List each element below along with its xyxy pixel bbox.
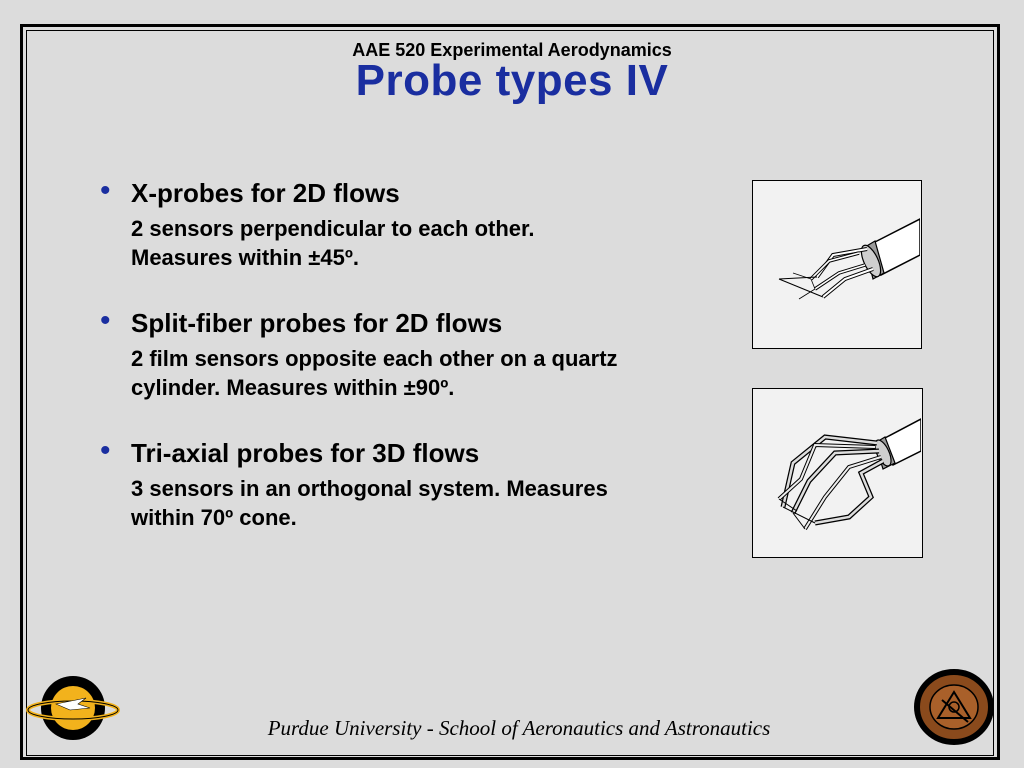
bullet-item: [100, 176, 534, 272]
bullet-dot-icon: •: [100, 304, 111, 337]
bullet-heading: Split-fiber probes for 2D flows: [131, 308, 503, 338]
bullet-detail-line: within 70º cone.: [131, 505, 297, 530]
bullet-detail-line: 3 sensors in an orthogonal system. Measures: [131, 476, 608, 501]
purdue-seal-icon: [912, 668, 996, 746]
slide-title: Probe types IV: [355, 56, 669, 105]
triaxial-probe-icon: [753, 389, 921, 556]
purdue-seal: [912, 668, 996, 746]
course-title: AAE 520 Experimental Aerodynamics: [352, 40, 672, 60]
bullet-dot-icon: •: [100, 434, 111, 467]
bullet-heading: X-probes for 2D flows: [131, 178, 400, 208]
bullet-detail-line: cylinder. Measures within ±90º.: [131, 375, 455, 400]
bullet-item: [100, 306, 618, 402]
bullet-dot-icon: •: [100, 174, 111, 207]
x-probe-image: [752, 180, 922, 349]
bullet-heading: Tri-axial probes for 3D flows: [131, 438, 480, 468]
bullet-item: [100, 436, 608, 532]
x-probe-icon: [753, 181, 920, 347]
bullet-detail: [131, 214, 534, 272]
footer-text: Purdue University - School of Aeronautics and Astronautics: [267, 716, 771, 740]
bullet-detail-line: 2 film sensors opposite each other on a quartz: [131, 346, 618, 371]
bullet-detail-line: 2 sensors perpendicular to each other.: [131, 216, 535, 241]
bullet-detail-line: Measures within ±45º.: [131, 245, 359, 270]
triaxial-probe-image: [752, 388, 923, 558]
bullet-detail: [131, 344, 618, 402]
bullet-detail: [131, 474, 608, 532]
